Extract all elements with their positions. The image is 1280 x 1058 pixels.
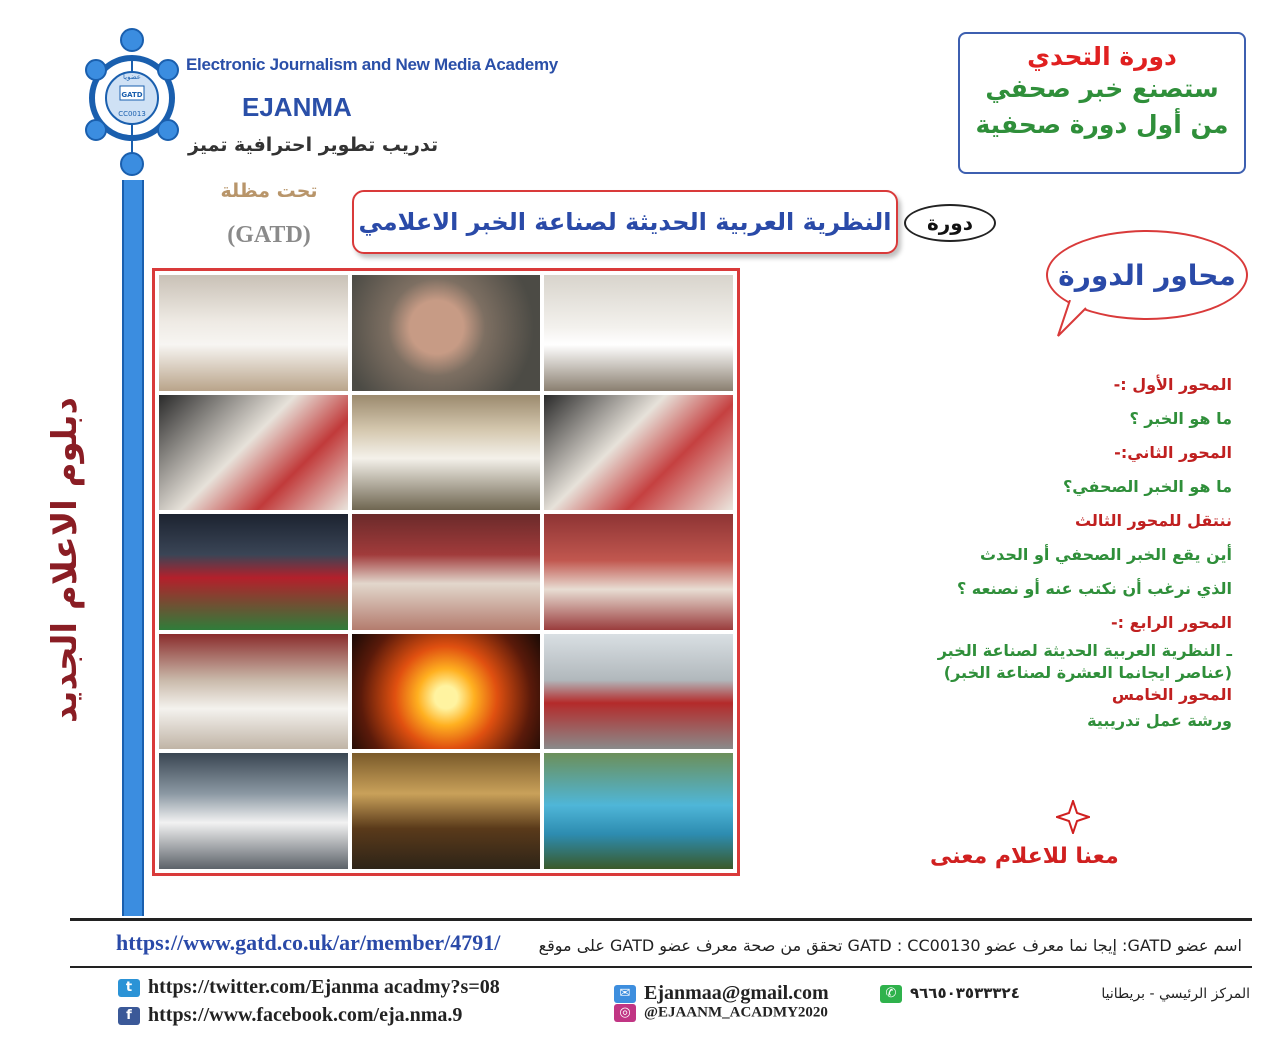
axis-line: ما هو الخبر ؟ [1129,409,1232,428]
footer-divider-bottom [70,966,1252,968]
photo-exhibition-visit [544,395,733,511]
academy-tagline: تدريب تطوير احترافية تميز [188,134,439,156]
axes-bubble-text: محاور الدورة [1058,258,1236,292]
facebook-link[interactable] [118,1004,462,1027]
photo-man-portrait [352,275,541,391]
axis-line: المحور الرابع :- [1110,613,1232,632]
photo-car-accident [544,634,733,750]
photo-football-match [159,514,348,630]
whatsapp-contact[interactable] [880,984,1020,1003]
member-url[interactable]: https://www.gatd.co.uk/ar/member/4791/ [116,930,501,955]
course-badge [904,204,996,242]
photo-conference-hall [352,514,541,630]
photo-parliament-hall [352,753,541,869]
photo-youth-team [544,753,733,869]
axis-line: ننتقل للمحور الثالث [1074,511,1232,530]
logo-gatd-text: GATD [121,91,143,99]
academy-short-name: EJANMA [242,92,352,122]
headquarters: المركز الرئيسي - بريطانيا [1101,986,1250,1002]
axis-line: ـ النظرية العربية الحديثة لصناعة الخبر [937,641,1232,660]
bubble-tail [1056,300,1096,340]
academy-name-en: Electronic Journalism and New Media Academy [186,55,558,74]
challenge-box [958,32,1246,174]
phone-number: ٩٦٦٥٠٣٥٣٣٣٢٤ [910,984,1020,1002]
course-title-box [352,190,898,254]
photo-delegation-walk [159,753,348,869]
instagram-link[interactable] [614,1004,828,1022]
twitter-icon: t [118,979,140,997]
photo-collage [152,268,740,876]
email-address: Ejanmaa@gmail.com [644,982,829,1004]
photo-empty-hall [544,514,733,630]
course-axes-list [860,368,1232,736]
photo-fire [352,634,541,750]
course-badge-text: دورة [926,211,973,235]
twitter-link[interactable] [118,976,500,999]
footer-divider-top [70,918,1252,921]
challenge-line-2: ستصنع خبر صحفي [985,74,1219,103]
logo-top-text: عضويا [123,73,141,81]
instagram-icon: ◎ [614,1004,636,1022]
member-info: اسم عضو GATD: إيجا نما معرف عضو GATD : CC00130 تحقق من صحة معرف عضو GATD على موقع [538,936,1242,955]
challenge-title: دورة التحدي [1027,42,1177,71]
facebook-icon: f [118,1007,140,1025]
under-umbrella-label: تحت مظلة [220,180,318,202]
instagram-handle: @EJAANM_ACADMY2020 [644,1004,828,1021]
axis-line: ورشة عمل تدريبية [1087,711,1232,730]
photo-group-standing [544,275,733,391]
motto: معنا للاعلام معنى [930,844,1119,869]
side-title [10,380,120,740]
vertical-blue-bar [122,180,144,916]
photo-seated-audience [159,634,348,750]
email-link[interactable] [614,982,829,1005]
challenge-line-3: من أول دورة صحفية [975,110,1229,139]
star-icon [1056,800,1090,834]
axis-line: ما هو الخبر الصحفي؟ [1062,477,1232,496]
photo-exhibition-booth [159,395,348,511]
logo-code-text: CC0013 [118,110,146,118]
axis-line: الذي نرغب أن نكتب عنه أو نصنعه ؟ [956,579,1232,598]
photo-officials-meeting [159,275,348,391]
academy-logo [84,26,180,176]
axis-line: المحور الخامس [1111,685,1232,704]
email-icon: ✉ [614,985,636,1003]
axis-line: المحور الأول :- [1113,375,1232,394]
whatsapp-icon: ✆ [880,985,902,1003]
twitter-url: https://twitter.com/Ejanma acadmy?s=08 [148,976,500,998]
course-title: النظرية العربية الحديثة لصناعة الخبر الاعلامي [358,208,892,236]
umbrella-org: (GATD) [227,222,311,248]
side-title-text: دبلوم الاعلام الجديد [45,397,85,723]
axis-line: أين يقع الخبر الصحفي أو الحدث [980,545,1232,564]
axis-line: المحور الثاني:- [1114,443,1232,462]
photo-award-ceremony [352,395,541,511]
facebook-url: https://www.facebook.com/eja.nma.9 [148,1004,463,1026]
axis-line: (عناصر ايجانما العشرة لصناعة الخبر) [943,663,1232,682]
